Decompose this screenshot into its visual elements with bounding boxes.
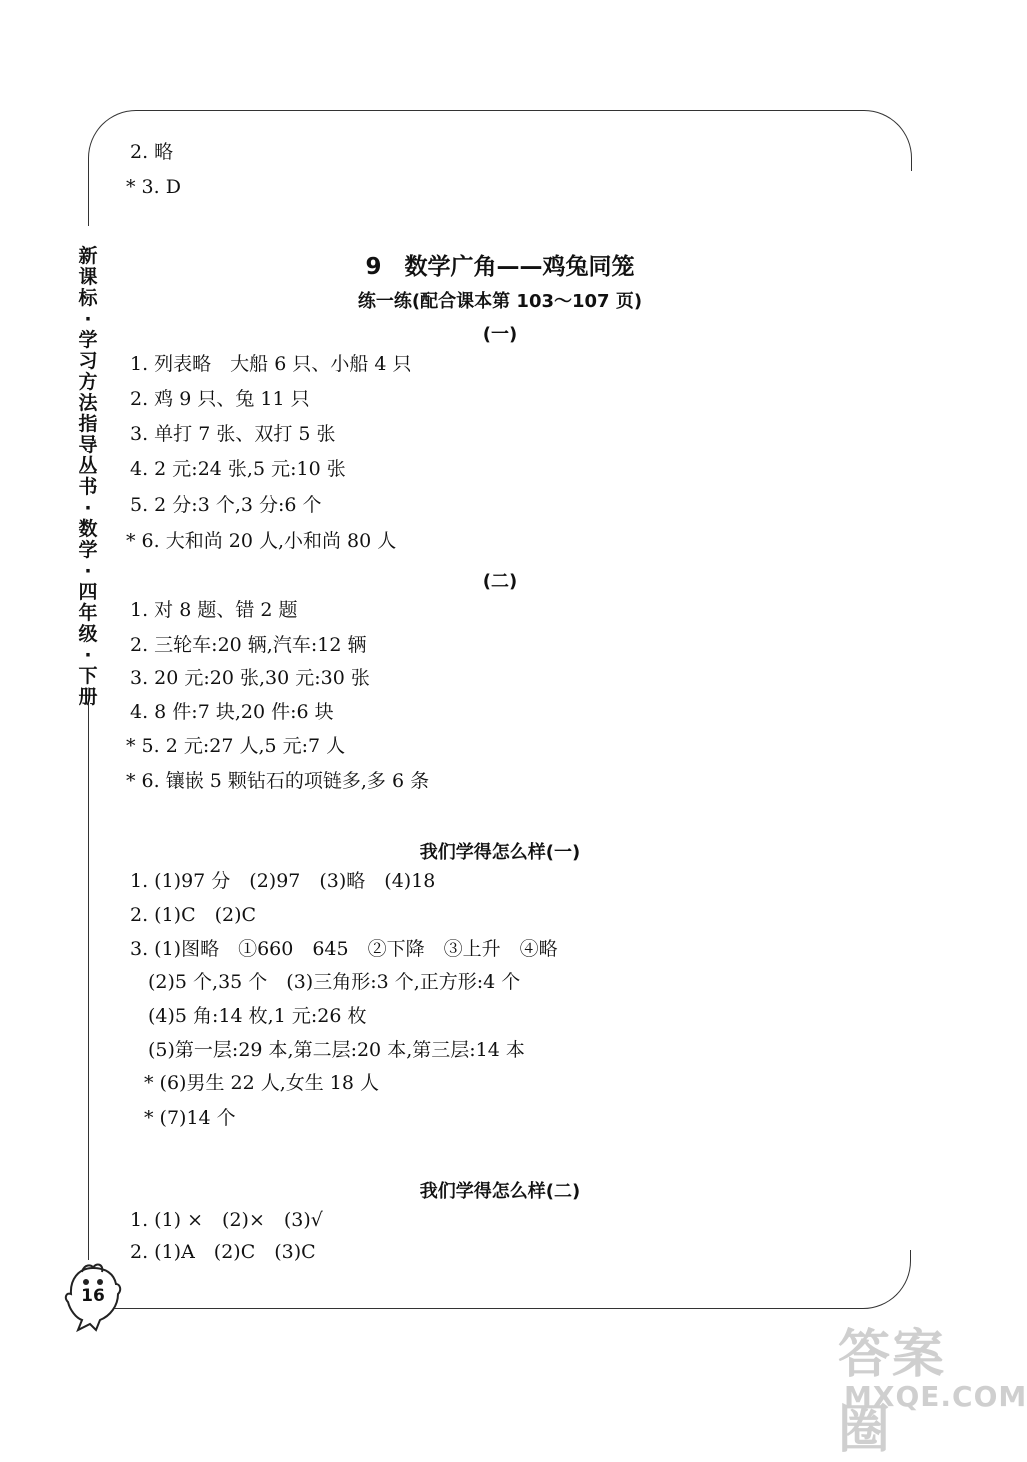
page-frame-left-lower [88, 700, 89, 1260]
answer-line: 4. 8 件:7 块,20 件:6 块 [130, 701, 334, 723]
answer-line: (4)5 角:14 枚,1 元:26 枚 [148, 1005, 367, 1027]
answer-line: 1. 列表略 大船 6 只、小船 4 只 [130, 353, 412, 375]
answer-line: 1. (1) × (2)× (3)√ [130, 1209, 323, 1231]
answer-line: 2. 三轮车:20 辆,汽车:12 辆 [130, 634, 367, 656]
mascot-bird-icon [62, 1262, 124, 1334]
page-frame-left [88, 168, 89, 226]
practice-title: 练一练(配合课本第 103～107 页) [357, 291, 643, 312]
answer-line: * 6. 镶嵌 5 颗钻石的项链多,多 6 条 [126, 770, 430, 792]
answer-line: 2. (1)A (2)C (3)C [130, 1241, 316, 1263]
review1-heading: 我们学得怎么样(一) [419, 842, 581, 863]
answer-line: * (7)14 个 [144, 1107, 236, 1129]
answer-line: (5)第一层:29 本,第二层:20 本,第三层:14 本 [148, 1039, 525, 1061]
part2-heading: (二) [482, 571, 518, 592]
answer-line: 5. 2 分:3 个,3 分:6 个 [130, 494, 322, 516]
answer-line: 2. (1)C (2)C [130, 904, 257, 926]
answer-line: 3. (1)图略 ①660 645 ②下降 ③上升 ④略 [130, 938, 558, 960]
review2-heading: 我们学得怎么样(二) [419, 1181, 581, 1202]
answer-line: 4. 2 元:24 张,5 元:10 张 [130, 458, 346, 480]
answer-line: * 3. D [126, 176, 181, 198]
answer-line: * (6)男生 22 人,女生 18 人 [144, 1072, 380, 1094]
answer-line: (2)5 个,35 个 (3)三角形:3 个,正方形:4 个 [148, 971, 521, 993]
page-frame-top [88, 110, 912, 171]
answer-line: 2. 鸡 9 只、兔 11 只 [130, 388, 310, 410]
spine-title: 新课标·学习方法指导丛书·数学·四年级·下册 [78, 245, 98, 708]
answer-line: * 6. 大和尚 20 人,小和尚 80 人 [126, 530, 397, 552]
answer-line: 1. (1)97 分 (2)97 (3)略 (4)18 [130, 870, 436, 892]
part1-heading: (一) [482, 324, 518, 345]
answer-line: 2. 略 [130, 141, 174, 163]
chapter-title: 9 数学广角——鸡兔同笼 [365, 254, 635, 280]
answer-line: * 5. 2 元:27 人,5 元:7 人 [126, 735, 346, 757]
answer-line: 3. 单打 7 张、双打 5 张 [130, 423, 336, 445]
watermark-top-text: 答案圈 [838, 1325, 947, 1460]
answer-line: 3. 20 元:20 张,30 元:30 张 [130, 667, 370, 689]
watermark-logo [830, 1312, 1027, 1460]
watermark-bottom-text: MXQE.COM [844, 1380, 1027, 1413]
page-number: 16 [81, 1286, 105, 1306]
answer-line: 1. 对 8 题、错 2 题 [130, 599, 298, 621]
